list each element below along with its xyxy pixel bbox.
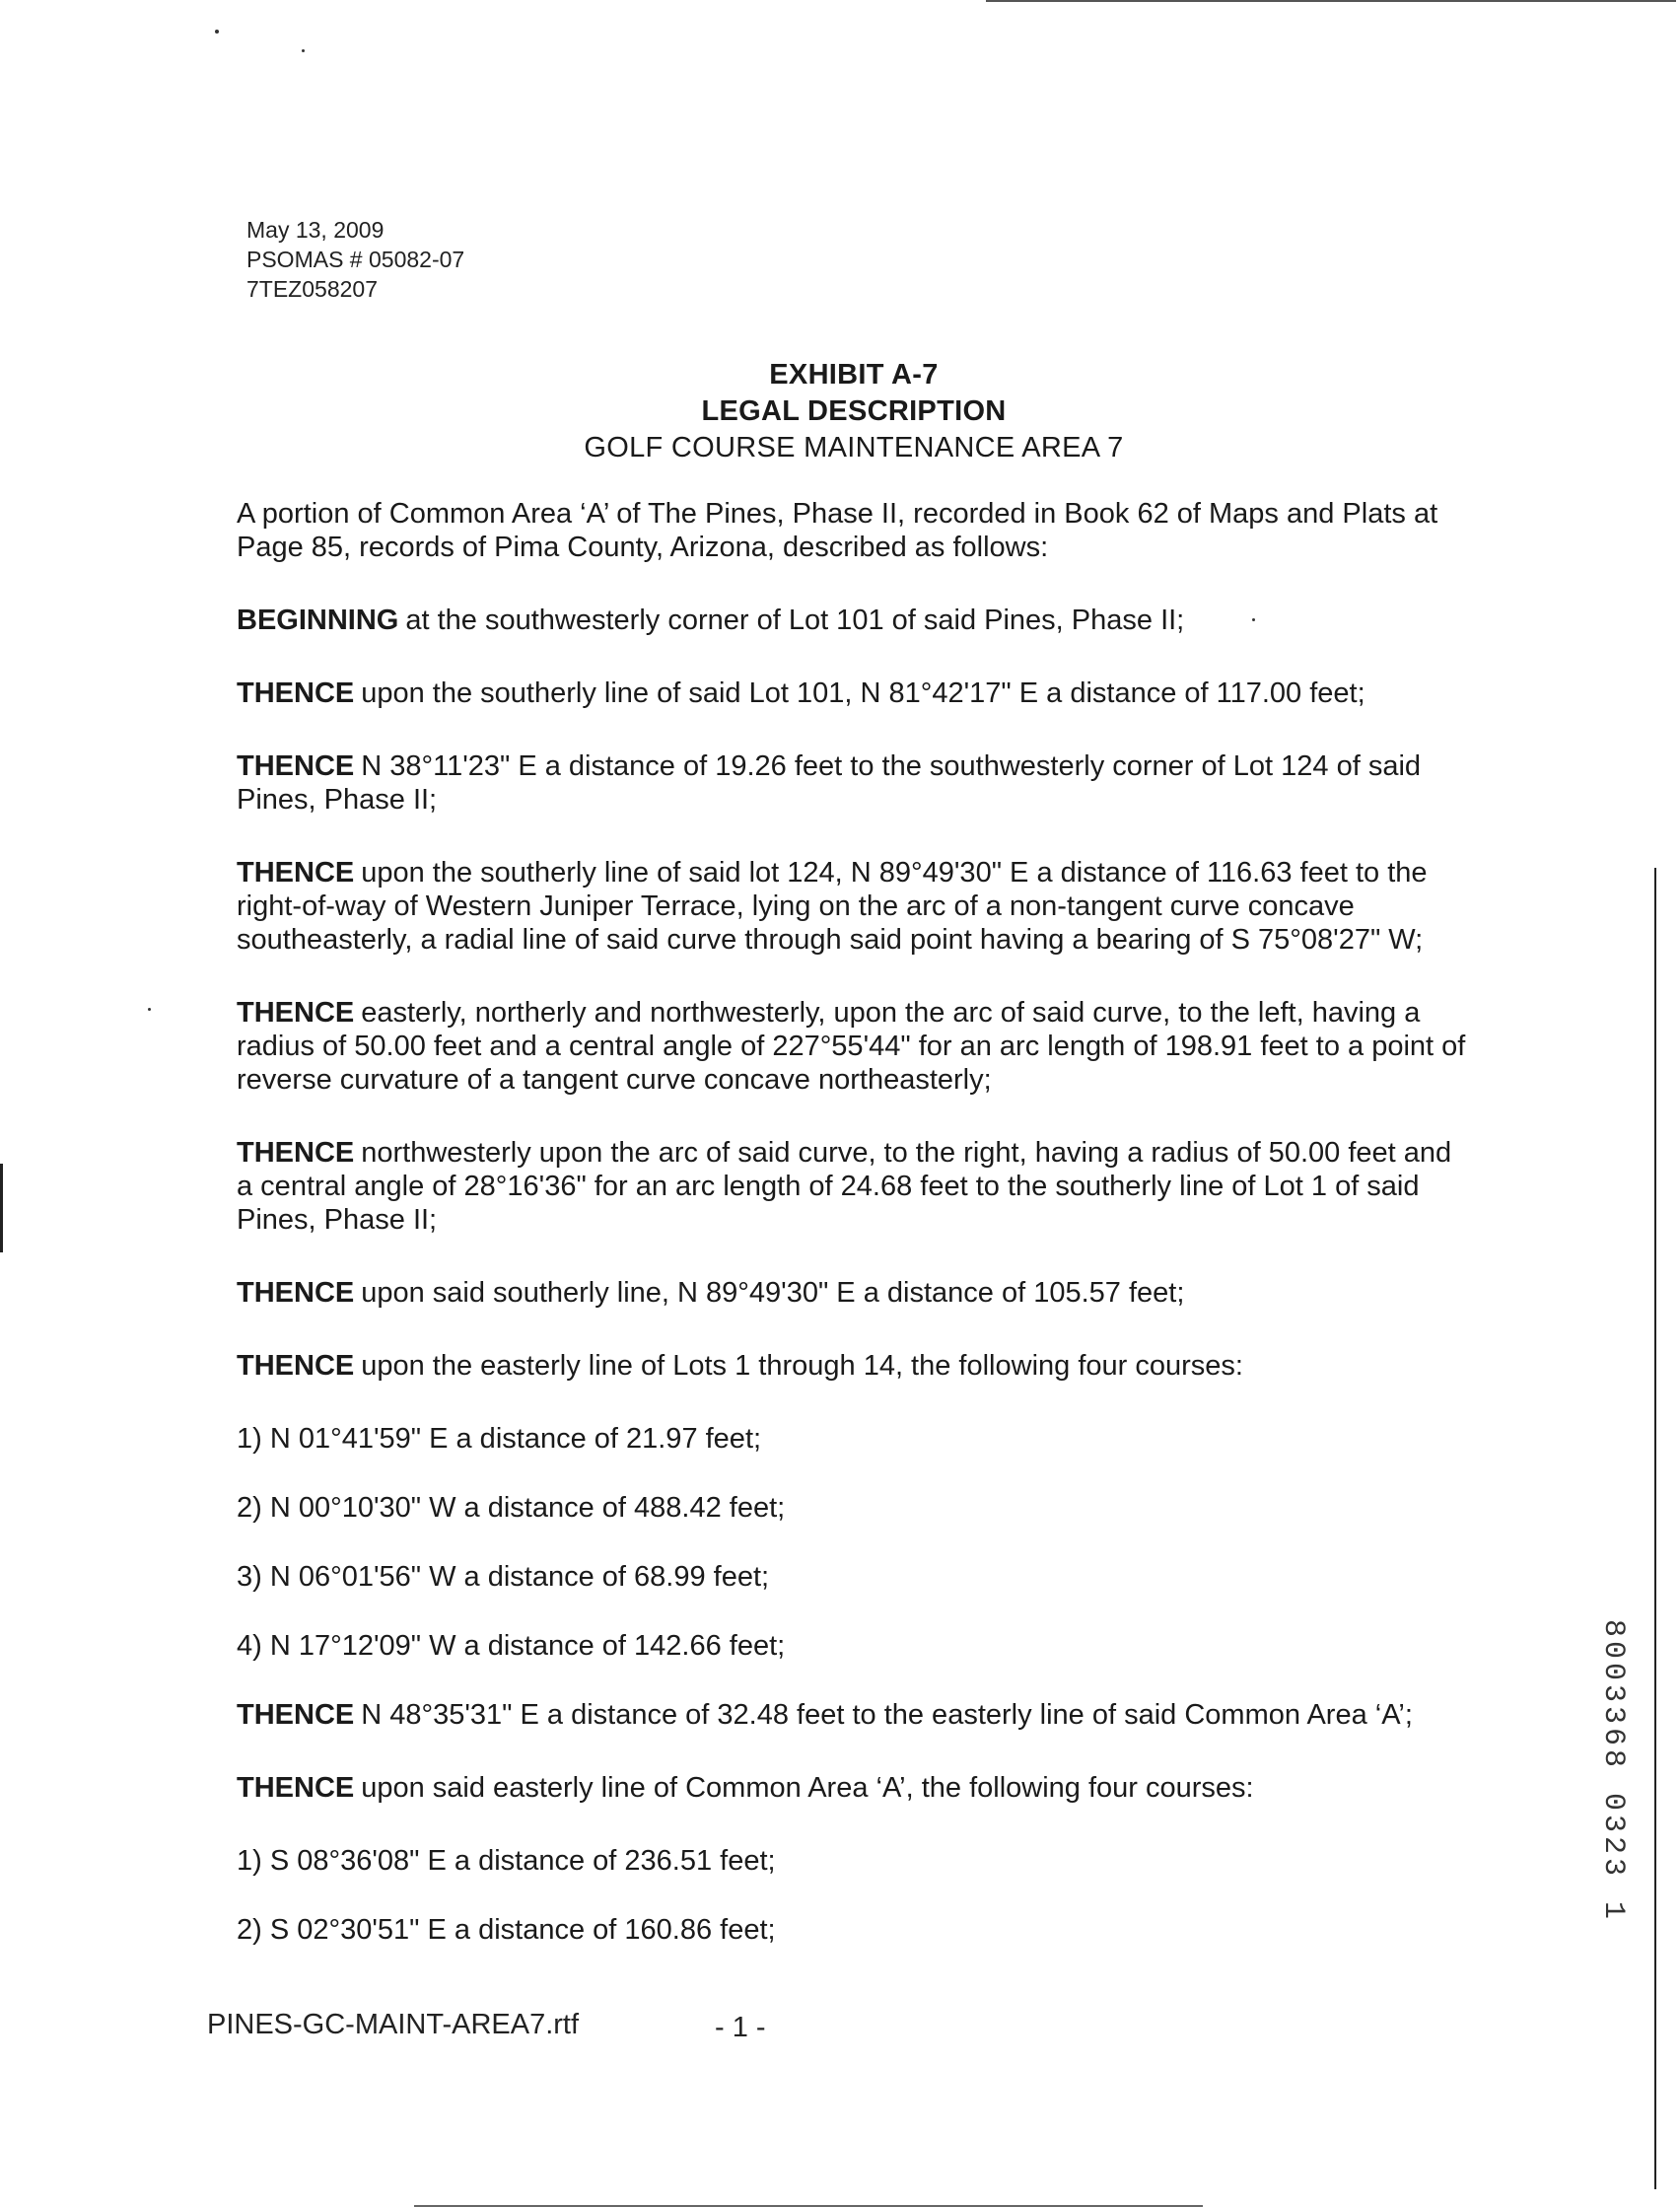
paragraph-thence [237,749,1469,817]
legal-description-title: LEGAL DESCRIPTION [701,395,1007,427]
paragraph-text: N 38°11'23" E a distance of 19.26 feet to the southwesterly corner of Lot 124 of said Pines, Phase II; [237,750,1422,816]
lead-word: THENCE [237,750,355,782]
lead-word: THENCE [237,1137,355,1169]
intro-text: A portion of Common Area ‘A’ of The Pines, Phase II, recorded in Book 62 of Maps and Plats at Page 85, records of Pima County, Arizona, described as follows: [237,498,1438,563]
scan-edge-top [986,0,1676,2]
scan-edge-left [0,1164,3,1252]
paragraph-text: upon the southerly line of said lot 124, N 89°49'30" E a distance of 116.63 feet to the right-of-way of Western Juniper Terrace, lying on the arc of a non-tangent curve concave southeasterly, a radial line of said curve through said point having a bearing of S 75°08'27" W; [237,857,1428,956]
paragraph-text: at the southwesterly corner of Lot 101 of said Pines, Phase II; [405,605,1185,636]
page-number: - 1 - [715,2012,766,2043]
paragraph-text: upon said easterly line of Common Area ‘A’, the following four courses: [361,1772,1254,1804]
paragraph-text: N 48°35'31" E a distance of 32.48 feet to the easterly line of said Common Area ‘A’; [361,1699,1413,1731]
intro-paragraph [237,497,1469,564]
paragraph-text: northwesterly upon the arc of said curve, to the right, having a radius of 50.00 feet and a central angle of 28°16'36" for an arc length of 24.68 feet to the southerly line of Lot 1 of said Pines, Phase II; [237,1137,1452,1236]
paragraph-thence [237,1349,1469,1383]
document-title [0,357,1680,466]
document-header [246,215,464,304]
paragraph-thence [237,996,1469,1097]
job-number-text: PSOMAS # 05082-07 [246,247,465,272]
course-item: 1) S 08°36'08" E a distance of 236.51 feet; [237,1845,776,1877]
paragraph-thence [237,1136,1469,1237]
course-item: 4) N 17°12'09" W a distance of 142.66 feet; [237,1630,786,1662]
course-item: 3) N 06°01'56" W a distance of 68.99 feet; [237,1561,770,1593]
course-item: 2) S 02°30'51" E a distance of 160.86 feet; [237,1914,776,1946]
lead-word: THENCE [237,677,355,709]
legal-description-body [237,497,1469,1982]
paragraph-text: upon the easterly line of Lots 1 through 14, the following four courses: [361,1350,1243,1382]
paragraph-thence [237,1276,1469,1310]
file-code-text: 7TEZ058207 [246,276,378,302]
paragraph-text: upon said southerly line, N 89°49'30" E a distance of 105.57 feet; [361,1277,1185,1309]
area-subtitle: GOLF COURSE MAINTENANCE AREA 7 [584,432,1124,463]
paragraph-thence [237,856,1469,957]
lead-word: THENCE [237,1772,355,1804]
course-item: 1) N 01°41'59" E a distance of 21.97 feet; [237,1423,762,1455]
lead-word: THENCE [237,1350,355,1382]
scan-speck [302,49,305,52]
date-text: May 13, 2009 [246,217,385,243]
lead-word: BEGINNING [237,605,399,636]
course-item: 2) N 00°10'30" W a distance of 488.42 feet; [237,1492,786,1524]
scan-speck [148,1008,151,1011]
lead-word: THENCE [237,1277,355,1309]
footer-filename: PINES-GC-MAINT-AREA7.rtf [207,2009,580,2040]
paragraph-thence [237,676,1469,710]
scan-edge-right [1654,868,1656,2189]
paragraph-text: upon the southerly line of said Lot 101, N 81°42'17" E a distance of 117.00 feet; [361,677,1365,709]
lead-word: THENCE [237,1699,355,1731]
lead-word: THENCE [237,997,355,1029]
paragraph-thence [237,1771,1469,1805]
lead-word: THENCE [237,857,355,889]
paragraph-thence [237,1698,1469,1732]
paragraph-text: easterly, northerly and northwesterly, upon the arc of said curve, to the left, having a radius of 50.00 feet and a central angle of 227°55'44" for an arc length of 198.91 feet to a point of reverse curvature of a tangent curve concave northeasterly; [237,997,1466,1096]
recording-stamp: 8003368 0323 1 [1596,1619,1630,1924]
scan-speck [215,30,219,34]
exhibit-title: EXHIBIT A-7 [769,359,939,391]
paragraph-beginning [237,604,1469,637]
